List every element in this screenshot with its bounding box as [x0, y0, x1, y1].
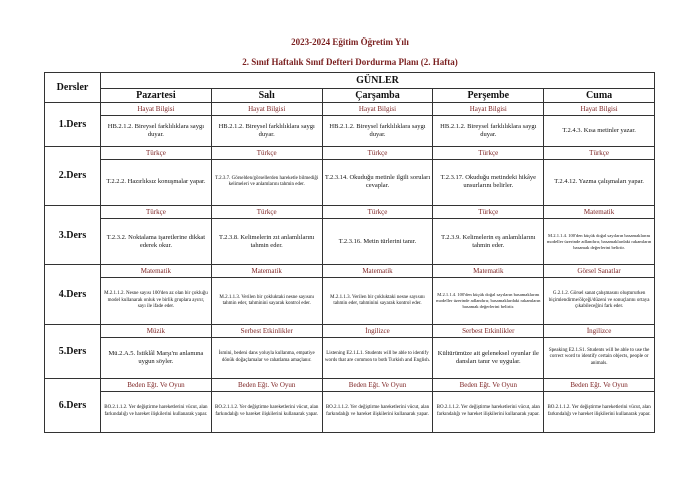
subject-cell: Matematik [211, 265, 322, 278]
subject-cell: Türkçe [433, 146, 544, 159]
subject-cell: Hayat Bilgisi [211, 103, 322, 116]
page-title: 2023-2024 Eğitim Öğretim Yılı [291, 37, 409, 47]
subject-cell: İngilizce [322, 324, 433, 337]
subject-cell: Hayat Bilgisi [433, 103, 544, 116]
objective-cell: HB.2.1.2. Bireysel farklılıklara saygı duyar. [433, 115, 544, 146]
day-header-pazartesi: Pazartesi [101, 89, 212, 103]
objective-cell: T.2.3.14. Okuduğu metinle ilgili soruları cevaplar. [322, 159, 433, 205]
objective-cell: BO.2.1.1.2. Yer değiştirme hareketlerini vücut, alan farkındalığı ve hareket ilişkilerini kullanarak yapar. [433, 391, 544, 432]
objective-cell: T.2.3.17. Okuduğu metindeki hikâye unsurlarını belirler. [433, 159, 544, 205]
objective-cell: T.2.3.2. Noktalama işaretlerine dikkat ederek okur. [101, 219, 212, 265]
lesson-label: 4.Ders [45, 265, 101, 324]
objective-cell: T.2.4.3. Kısa metinler yazar. [544, 115, 655, 146]
subject-cell: Hayat Bilgisi [322, 103, 433, 116]
dersler-header: Dersler [45, 73, 101, 103]
objective-cell: T.2.4.12. Yazma çalışmaları yapar. [544, 159, 655, 205]
objective-cell: BO.2.1.1.2. Yer değiştirme hareketlerini vücut, alan farkındalığı ve hareket ilişkilerini kullanarak yapar. [211, 391, 322, 432]
subject-cell: Türkçe [101, 206, 212, 219]
objective-cell: Listening E2.1.L1. Students will be able to identify words that are common to both Turkish and English. [322, 337, 433, 378]
lesson-label: 3.Ders [45, 206, 101, 265]
subject-cell: Türkçe [211, 146, 322, 159]
objective-cell: Mü.2.A.5. İstiklâl Marşı'nı anlamına uygun söyler. [101, 337, 212, 378]
subject-cell: Matematik [101, 265, 212, 278]
subject-cell: Türkçe [211, 206, 322, 219]
subject-cell: Beden Eğt. Ve Oyun [322, 378, 433, 391]
objective-cell: T.2.3.16. Metin türlerini tanır. [322, 219, 433, 265]
objective-cell: Kültürümüze ait geleneksel oyunlar ile dansları tanır ve uygular. [433, 337, 544, 378]
gunler-header: GÜNLER [101, 73, 655, 89]
objective-cell: T.2.3.7. Görselden/görsellerden hareketle bilmediği kelimeleri ve anlamlarını tahmin eder. [211, 159, 322, 205]
objective-cell: T.2.3.8. Kelimelerin zıt anlamlılarını tahmin eder. [211, 219, 322, 265]
subject-cell: Türkçe [544, 146, 655, 159]
objective-cell: T.2.3.9. Kelimelerin eş anlamlılarını tahmin eder. [433, 219, 544, 265]
subject-cell: Türkçe [322, 206, 433, 219]
subject-cell: Hayat Bilgisi [544, 103, 655, 116]
day-header-persembe: Perşembe [433, 89, 544, 103]
lesson-label: 5.Ders [45, 324, 101, 378]
subject-cell: Beden Eğt. Ve Oyun [544, 378, 655, 391]
weekly-plan-table [44, 72, 655, 433]
day-header-cuma: Cuma [544, 89, 655, 103]
subject-cell: Serbest Etkinlikler [433, 324, 544, 337]
objective-cell: T.2.2.2. Hazırlıksız konuşmalar yapar. [101, 159, 212, 205]
objective-cell: HB.2.1.2. Bireysel farklılıklara saygı duyar. [211, 115, 322, 146]
lesson-label: 6.Ders [45, 378, 101, 432]
objective-cell: HB.2.1.2. Bireysel farklılıklara saygı duyar. [101, 115, 212, 146]
objective-cell: M.2.1.1.4. 100'den küçük doğal sayıların basamaklarını modeller üzerinde adlandırır, basamaklardaki rakamların basamak değerlerini belirtir. [433, 278, 544, 324]
objective-cell: Speaking E2.1.S1. Students will be able to use the correct word to identify certain objects, people or animals. [544, 337, 655, 378]
subject-cell: Görsel Sanatlar [544, 265, 655, 278]
subject-cell: Matematik [322, 265, 433, 278]
lesson-label: 2.Ders [45, 146, 101, 205]
objective-cell: M.2.1.1.2. Nesne sayısı 100'den az olan bir çokluğu model kullanarak onluk ve birlik gruplara ayırır, sayı ile ifade eder. [101, 278, 212, 324]
objective-cell: İsmini, bedeni dans yoluyla kullanma, empatiye dönük doğaçlamalar ve rahatlama amaçlanır. [211, 337, 322, 378]
subject-cell: Türkçe [101, 146, 212, 159]
subject-cell: Beden Eğt. Ve Oyun [433, 378, 544, 391]
subject-cell: Matematik [544, 206, 655, 219]
objective-cell: BO.2.1.1.2. Yer değiştirme hareketlerini vücut, alan farkındalığı ve hareket ilişkilerini kullanarak yapar. [101, 391, 212, 432]
objective-cell: M.2.1.1.4. 100'den küçük doğal sayıların basamaklarını modeller üzerinde adlandırır, basamaklardaki rakamların basamak değerlerini belirtir. [544, 219, 655, 265]
page-subtitle: 2. Sınıf Haftalık Sınıf Defteri Dordurma Planı (2. Hafta) [242, 57, 458, 67]
objective-cell: BO.2.1.1.2. Yer değiştirme hareketlerini vücut, alan farkındalığı ve hareket ilişkilerini kullanarak yapar. [544, 391, 655, 432]
objective-cell: HB.2.1.2. Bireysel farklılıklara saygı duyar. [322, 115, 433, 146]
objective-cell: G.2.1.2. Görsel sanat çalışmasını oluştururken biçimlendirme/ölçeği/düzeni ve sonuçlarını ortaya çıkabileceğini fark eder. [544, 278, 655, 324]
subject-cell: Hayat Bilgisi [101, 103, 212, 116]
subject-cell: Serbest Etkinlikler [211, 324, 322, 337]
subject-cell: Müzik [101, 324, 212, 337]
subject-cell: İngilizce [544, 324, 655, 337]
day-header-sali: Salı [211, 89, 322, 103]
subject-cell: Matematik [433, 265, 544, 278]
day-header-carsamba: Çarşamba [322, 89, 433, 103]
subject-cell: Türkçe [433, 206, 544, 219]
subject-cell: Beden Eğt. Ve Oyun [211, 378, 322, 391]
lesson-label: 1.Ders [45, 103, 101, 147]
subject-cell: Türkçe [322, 146, 433, 159]
objective-cell: M.2.1.1.3. Verilen bir çokluktaki nesne sayısını tahmin eder, tahminini sayarak kontrol eder. [211, 278, 322, 324]
objective-cell: BO.2.1.1.2. Yer değiştirme hareketlerini vücut, alan farkındalığı ve hareket ilişkilerini kullanarak yapar. [322, 391, 433, 432]
subject-cell: Beden Eğt. Ve Oyun [101, 378, 212, 391]
objective-cell: M.2.1.1.3. Verilen bir çokluktaki nesne sayısını tahmin eder, tahminini sayarak kontrol eder. [322, 278, 433, 324]
